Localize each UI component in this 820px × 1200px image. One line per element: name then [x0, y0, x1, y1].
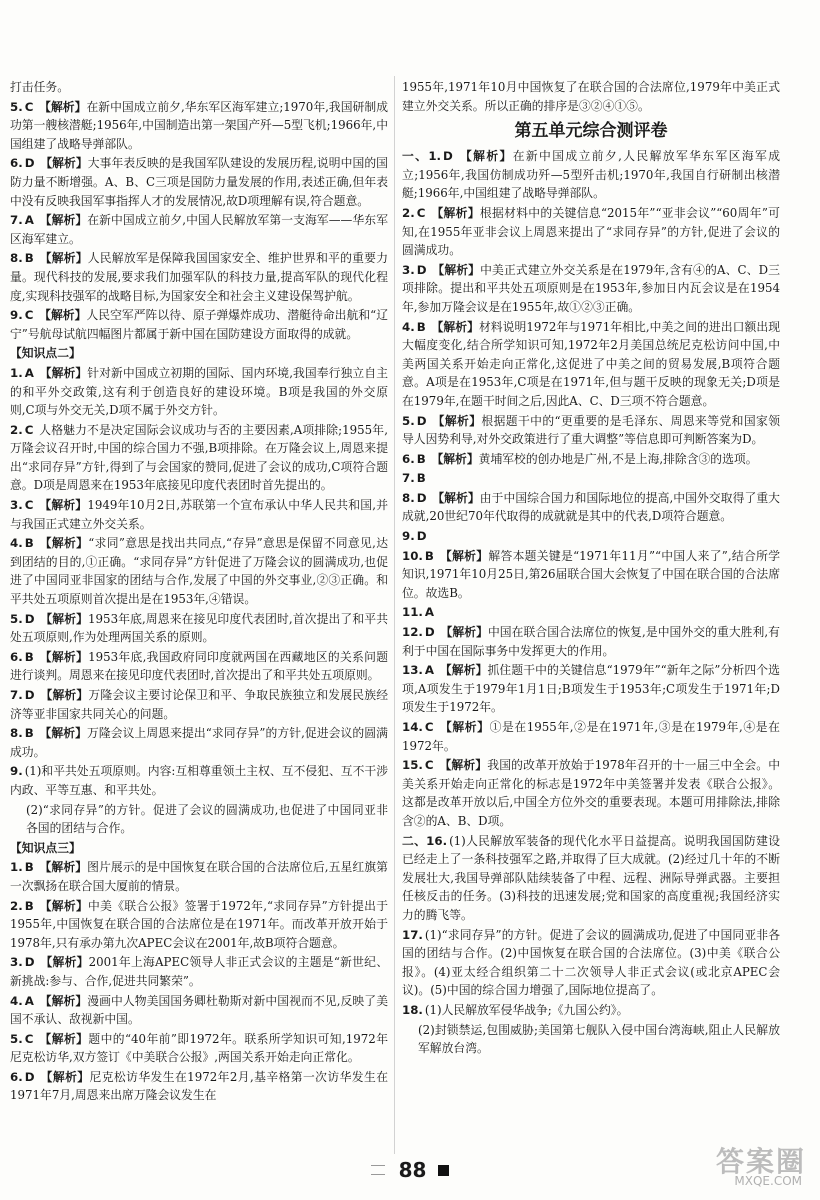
answer-item: [10, 858, 388, 895]
answer-text: (1)人民解放军侵华战争;《九国公约》。: [424, 1002, 629, 1017]
answer-subpart: (2)“求同存异”的方针。促进了会议的圆满成功,也促进了中国同亚非各国的团结与合作。: [26, 802, 388, 836]
answer-letter: B: [416, 471, 426, 486]
answer-text: 根据材料中的关键信息“2015年”“亚非会议”“60周年”可知,在1955年亚非会议上周恩来提出了“求同存异”的方针,促进了会议的圆满成功。: [402, 205, 780, 258]
answer-letter: D: [416, 529, 427, 544]
item-number: 8.: [10, 726, 23, 741]
item-number: 15.: [402, 758, 423, 773]
watermark-logo: [694, 1140, 806, 1192]
analysis-tag: 【解析】: [440, 625, 488, 640]
analysis-tag: 【解析】: [431, 451, 479, 466]
analysis-tag: 【解析】: [432, 490, 480, 505]
analysis-tag: 【解析】: [40, 156, 88, 171]
answer-text: 1953年底,周恩来在接见印度代表团时,首次提出了和平共处五项原则,作为处理两国关系的原则。: [10, 611, 388, 645]
answer-item: [10, 686, 388, 723]
answer-item: [402, 832, 780, 925]
item-number: 7.: [10, 688, 23, 702]
answer-item: [402, 547, 780, 603]
answer-text: 在新中国成立前夕,中国人民解放军第一支海军——华东军区海军建立。: [10, 213, 388, 246]
section-heading: 【知识点二】: [10, 346, 81, 361]
watermark-url: MXQE.COM: [734, 1174, 802, 1188]
item-number: 2.: [10, 898, 23, 913]
answer-item: [10, 648, 388, 685]
item-number: 8.: [10, 251, 23, 266]
answer-text: 材料说明1972年与1971年相比,中美之间的进出口额出现大幅度变化,结合所学知识可知,1972年2月美国总统尼克松访问中国,中美两国关系开始走向正常化,这促进了中美之间的贸易发展,B项符合题意。A项是在1953年,C项是在1971年,但与题干反映的现象无关;D项是在1979年,在题干时间之后,因此A、C、D三项不符合题意。: [402, 319, 780, 408]
answer-subpart: (2)封锁禁运,包围威胁;美国第七舰队入侵中国台湾海峡,阻止人民解放军解放台湾。: [418, 1022, 780, 1056]
item-number: 9.: [402, 529, 415, 544]
answer-text: 人格魅力不是决定国际会议成功与否的主要因素,A项排除;1955年,万隆会议召开时,中国的综合国力不强,B项排除。在万隆会议上,周恩来提出“求同存异”方针,得到了与会国家的赞同,促进了会议的成功,C项符合题意。D项是周恩来在1953年底接见印度代表团时首先提出的。: [10, 422, 388, 493]
answer-text: 人民空军严阵以待、原子弹爆炸成功、潜艇待命出航和“辽宁”号航母试航四幅图片都属于新中国在国防建设方面取得的成就。: [10, 308, 388, 341]
item-number: 9.: [10, 764, 23, 779]
answer-item: [402, 527, 780, 546]
answer-item: [10, 992, 388, 1029]
analysis-tag: 【解析】: [439, 548, 489, 563]
answer-letter: D: [424, 625, 435, 640]
answer-letter: C: [24, 498, 34, 513]
answer-text: 漫画中人物美国国务卿杜勒斯对新中国视而不见,反映了美国不承认、敌视新中国。: [10, 993, 388, 1027]
item-number: 18.: [402, 1002, 423, 1017]
answer-letter: C: [24, 99, 34, 114]
answer-text: 黄埔军校的创办地是广州,不是上海,排除含③的选项。: [478, 451, 758, 466]
answer-item: [10, 534, 388, 608]
answer-letter: B: [24, 726, 34, 741]
analysis-tag: 【解析】: [39, 898, 89, 913]
answer-letter: B: [24, 649, 34, 664]
analysis-tag: 【解析】: [39, 251, 88, 266]
watermark-text: 答案圈: [715, 1145, 806, 1178]
answer-text: 针对新中国成立初期的国际、国内环境,我国奉行独立自主的和平外交政策,这有利于创造良好的建设环境。B项是我国的外交原则,C项与外交无关,D项不属于外交方针。: [10, 365, 388, 418]
answer-item: [10, 724, 388, 761]
item-number: 6.: [10, 649, 23, 664]
analysis-tag: 【解析】: [432, 262, 481, 277]
answer-text: 图片展示的是中国恢复在联合国的合法席位后,五星红旗第一次飘扬在联合国大厦前的情景。: [10, 860, 388, 893]
column-divider: [394, 76, 395, 1154]
item-number: 一、1.: [402, 149, 442, 164]
answer-letter: C: [424, 720, 434, 734]
answer-item: [10, 249, 388, 305]
answer-text: 中美《联合公报》签署于1972年,“求同存异”方针提出于1955年,中国恢复在联合国的合法席位是在1971年。而改革开放开始于1978年,只有承办第九次APEC会议在2001年,故B项符合题意。: [10, 898, 388, 950]
left-column: [10, 78, 388, 1106]
analysis-tag: 【解析】: [39, 1031, 89, 1046]
answer-item: [10, 1068, 388, 1105]
section-heading: 【知识点三】: [10, 840, 81, 855]
answer-text: “求同”意思是找出共同点,“存异”意思是保留不同意见,达到团结的目的,①正确。“求同存异”方针促进了万隆会议的圆满成功,也促进了中国同亚非国家的团结与合作,发展了中国的外交事业,②③正确。和平共处五项原则首次提出是在1953年,④错误。: [10, 536, 388, 607]
item-number: 1.: [10, 860, 23, 875]
answer-letter: D: [416, 262, 427, 277]
answer-text: ①是在1955年,②是在1971年,③是在1979年,④是在1972年。: [402, 720, 780, 753]
answer-letter: A: [24, 365, 34, 380]
answer-letter: C: [416, 205, 426, 220]
continued-text: 1955年,1971年10月中国恢复了在联合国的合法席位,1979年中美正式建立外交关系。所以正确的排序是③②④①⑤。: [402, 80, 780, 113]
item-number: 4.: [10, 993, 23, 1008]
analysis-tag: 【解析】: [431, 319, 479, 334]
answer-letter: A: [424, 663, 435, 678]
answer-item: [402, 603, 780, 622]
item-number: 5.: [10, 99, 23, 114]
right-column: [402, 78, 780, 1059]
answer-letter: B: [24, 898, 34, 913]
item-number: 3.: [10, 955, 23, 970]
analysis-tag: 【解析】: [459, 149, 513, 164]
answer-letter: D: [24, 955, 35, 970]
answer-item: [402, 469, 780, 488]
item-number: 5.: [10, 611, 23, 626]
page-number: 88: [398, 1158, 427, 1182]
answer-letter: D: [24, 156, 35, 171]
answer-item: [402, 718, 780, 755]
analysis-tag: 【解析】: [39, 365, 88, 380]
footer-ornament-icon: [371, 1165, 385, 1175]
unit-title: 第五单元综合测评卷: [514, 121, 668, 142]
analysis-tag: 【解析】: [39, 308, 87, 323]
item-number: 4.: [402, 319, 415, 334]
answer-item: [402, 318, 780, 411]
answer-item: [402, 623, 780, 660]
item-number: 7.: [402, 471, 415, 486]
answer-letter: B: [24, 860, 34, 875]
answer-text: 万隆会议上周恩来提出“求同存异”的方针,促进会议的圆满成功。: [10, 726, 388, 759]
answer-text: 1949年10月2日,苏联第一个宣布承认中华人民共和国,并与我国正式建立外交关系。: [10, 498, 388, 531]
answer-text: 大事年表反映的是我国军队建设的发展历程,说明中国的国防力量不断增强。A、B、C三项是国防力量发展的作用,表述正确,但年表中没有反映我国军事指挥人才的发展情况,故D项理解有误,符合题意。: [10, 156, 388, 208]
answer-text: 题中的“40年前”即1972年。联系所学知识可知,1972年尼克松访华,双方签订《中美联合公报》,两国关系开始走向正常化。: [10, 1031, 388, 1065]
answer-item: [402, 147, 780, 203]
item-number: 3.: [10, 498, 23, 513]
analysis-tag: 【解析】: [39, 726, 88, 741]
answer-text: 万隆会议主要讨论保卫和平、争取民族独立和发展民族经济等亚非国家共同关心的问题。: [10, 688, 388, 721]
answer-letter: C: [24, 308, 34, 323]
answer-letter: D: [24, 688, 35, 702]
analysis-tag: 【解析】: [431, 205, 480, 220]
item-number: 9.: [10, 308, 23, 323]
answer-letter: B: [416, 451, 426, 466]
item-number: 6.: [10, 1069, 23, 1084]
answer-item: [10, 364, 388, 420]
analysis-tag: 【解析】: [39, 99, 87, 114]
item-number: 3.: [402, 262, 415, 277]
item-number: 4.: [10, 536, 23, 551]
answer-item: [10, 154, 388, 210]
answer-item: [10, 211, 388, 248]
answer-letter: D: [443, 149, 453, 164]
analysis-tag: 【解析】: [39, 213, 88, 228]
answer-item: [402, 926, 780, 1000]
answer-letter: B: [424, 548, 434, 563]
item-number: 2.: [402, 205, 415, 220]
answer-item: [402, 756, 780, 830]
continued-text: 打击任务。: [10, 80, 69, 94]
answer-text: 由于中国综合国力和国际地位的提高,中国外交取得了重大成就,20世纪70年代取得的成就就是其中的代表,D项符合题意。: [402, 490, 780, 524]
answer-item: [10, 897, 388, 953]
answer-text: 根据题干中的“更重要的是毛泽东、周恩来等党和国家领导人因势利导,对外交政策进行了重大调整”等信息即可判断答案为D。: [402, 413, 780, 447]
analysis-tag: 【解析】: [39, 993, 88, 1008]
item-number: 17.: [402, 927, 423, 942]
item-number: 14.: [402, 720, 423, 734]
analysis-tag: 【解析】: [40, 688, 89, 702]
answer-text: 中美正式建立外交关系是在1979年,含有④的A、C、D三项排除。提出和平共处五项原则是在1953年,参加日内瓦会议是在1954年,参加万隆会议是在1955年,故①②③正确。: [402, 262, 780, 314]
item-number: 11.: [402, 605, 423, 620]
answer-letter: C: [424, 758, 434, 773]
item-number: 1.: [10, 365, 23, 380]
item-number: 5.: [10, 1031, 23, 1046]
answer-text: (1)“求同存异”的方针。促进了会议的圆满成功,促进了中国同亚非各国的团结与合作。(2)中国恢复在联合国的合法席位。(3)中美《联合公报》。(4)亚太经合组织第二十二次领导人非正式会议(或北京APEC会议)。(5)中国的综合国力增强了,国际地位提高了。: [402, 927, 780, 998]
analysis-tag: 【解析】: [439, 663, 488, 678]
answer-text: 人民解放军是保障我国国家安全、维护世界和平的重要力量。现代科技的发展,要求我们加强军队的科技力量,提高军队的现代化程度,实现科技强军的战略目标,为国家安全和社会主义建设保驾护航。: [10, 251, 388, 303]
item-number: 2.: [10, 422, 23, 437]
answer-letter: D: [416, 413, 427, 428]
item-number: 7.: [10, 213, 23, 228]
item-number: 13.: [402, 663, 423, 678]
answer-letter: B: [24, 536, 34, 551]
answer-letter: C: [24, 422, 34, 437]
answer-text: (1)和平共处五项原则。内容:互相尊重领土主权、互不侵犯、互不干涉内政、平等互惠、和平共处。: [10, 764, 388, 797]
answer-text: 我国的改革开放始于1978年召开的十一届三中全会。中美关系开始走向正常化的标志是1972年中美签署并发表《联合公报》。这都是改革开放以后,中国全方位外交的重要表现。本题可用排除法,排除含②的A、B、D项。: [402, 758, 781, 828]
answer-item: [402, 450, 780, 469]
black-square-icon: [438, 1165, 449, 1176]
answer-item: [10, 953, 388, 990]
analysis-tag: 【解析】: [439, 758, 488, 773]
answer-item: [10, 306, 388, 343]
analysis-tag: 【解析】: [39, 498, 88, 513]
answer-letter: D: [416, 490, 427, 505]
analysis-tag: 【解析】: [39, 536, 89, 551]
item-number: 5.: [402, 413, 415, 428]
answer-item: [10, 1030, 388, 1067]
item-number: 12.: [402, 625, 423, 640]
answer-text: 2001年上海APEC领导人非正式会议的主题是“新世纪、新挑战:参与、合作,促进共同繁荣”。: [10, 955, 388, 988]
answer-text: 抓住题干中的关键信息“1979年”“新年之际”分析四个选项,A项发生于1979年1月1日;B项发生于1953年;C项发生于1971年;D项发生于1972年。: [402, 663, 780, 715]
analysis-tag: 【解析】: [39, 649, 89, 664]
answer-item: [10, 610, 388, 647]
answer-item: [10, 98, 388, 154]
analysis-tag: 【解析】: [40, 611, 89, 626]
answer-letter: D: [24, 1069, 35, 1084]
answer-text: 解答本题关键是“1971年11月”“中国人来了”,结合所学知识,1971年10月25日,第26届联合国大会恢复了中国在联合国的合法席位。故选B。: [402, 548, 780, 600]
answer-text: 在新中国成立前夕,人民解放军华东军区海军成立;1956年,我国仿制成功歼—5型歼击机;1970年,我国自行研制出核潜艇;1966年,中国组建了战略导弹部队。: [402, 149, 780, 201]
analysis-tag: 【解析】: [432, 413, 482, 428]
item-number: 6.: [402, 451, 415, 466]
answer-item: [10, 496, 388, 533]
answer-letter: D: [24, 611, 35, 626]
answer-letter: A: [424, 605, 435, 620]
answer-item: [402, 489, 780, 526]
item-number: 8.: [402, 490, 415, 505]
item-number: 6.: [10, 156, 23, 171]
item-number: 10.: [402, 548, 423, 563]
item-number: 二、16.: [402, 833, 448, 848]
answer-item: [402, 204, 780, 260]
answer-item: [402, 261, 780, 317]
answer-item: [402, 1001, 780, 1020]
answer-item: [10, 762, 388, 799]
analysis-tag: 【解析】: [40, 955, 89, 970]
answer-letter: B: [416, 319, 426, 334]
answer-letter: A: [24, 993, 34, 1008]
answer-text: 中国在联合国合法席位的恢复,是中国外交的重大胜利,有利于中国在国际事务中发挥更大的作用。: [402, 625, 780, 658]
answer-item: [402, 412, 780, 449]
answer-letter: B: [24, 251, 34, 266]
answer-item: [10, 421, 388, 495]
answer-letter: C: [24, 1031, 34, 1046]
answer-item: [402, 661, 780, 717]
answer-text: 尼克松访华发生在1972年2月,基辛格第一次访华发生在1971年7月,周恩来出席万隆会议发生在: [10, 1069, 389, 1103]
analysis-tag: 【解析】: [439, 720, 490, 734]
answer-text: 1953年底,我国政府同印度就两国在西藏地区的关系问题进行谈判。周恩来在接见印度代表团时,首次提出了和平共处五项原则。: [10, 649, 388, 683]
analysis-tag: 【解析】: [40, 1069, 90, 1084]
answer-text: 在新中国成立前夕,华东军区海军建立;1970年,我国研制成功第一艘核潜艇;1956年,中国制造出第一架国产歼—5型飞机;1966年,中国组建了战略导弹部队。: [10, 99, 388, 151]
analysis-tag: 【解析】: [39, 860, 88, 875]
answer-text: (1)人民解放军装备的现代化水平日益提高。说明我国国防建设已经走上了一条科技强军之路,并取得了巨大成就。(2)经过几十年的不断发展壮大,我国导弹部队陆续装备了中程、远程、洲际导弹武器。主要担任核反击的任务。(3)科技的迅速发展;党和国家的高度重视;我国经济实力的腾飞等。: [402, 833, 780, 922]
answer-letter: A: [24, 213, 34, 228]
